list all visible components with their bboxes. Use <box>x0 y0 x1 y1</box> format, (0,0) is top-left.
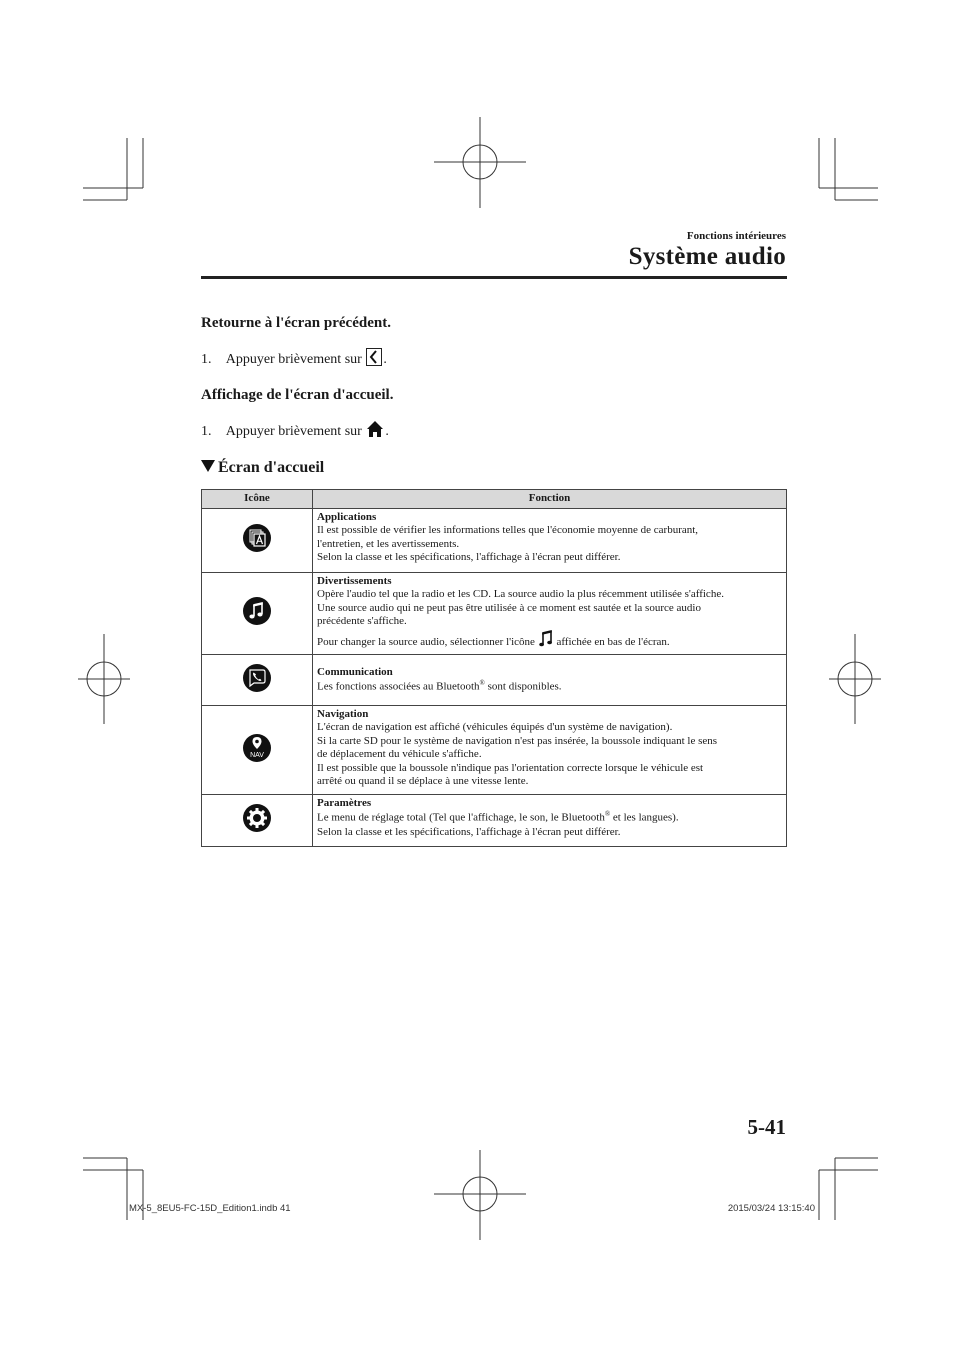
col-icon-header: Icône <box>202 490 313 509</box>
chevron-left-icon <box>366 348 382 371</box>
phone-icon <box>242 684 272 696</box>
function-cell: Navigation L'écran de navigation est affiché (véhicules équipés d'un système de navigation). Si la carte SD pour le système de navigation n'est pas insérée, la boussole indiquant le sens de déplacement du véhicule s'affiche. Il est possible que la boussole n'indique pas l'orientation correcte lorsque le véhicule est arrêté ou quand il se déplace à une vitesse lente. <box>313 706 787 795</box>
icon-cell <box>202 509 313 573</box>
function-name: Paramètres <box>317 797 372 810</box>
footer-file: MX-5_8EU5-FC-15D_Edition1.indb 41 <box>129 1203 291 1214</box>
back-step: 1. Appuyer brièvement sur . <box>201 348 387 371</box>
table-row <box>202 573 787 655</box>
house-icon <box>366 420 384 443</box>
music-note-icon <box>539 630 553 652</box>
music-note-icon <box>242 617 272 629</box>
footer-timestamp: 2015/03/24 13:15:40 <box>727 1203 815 1214</box>
back-heading: Retourne à l'écran précédent. <box>201 315 391 331</box>
table-row <box>202 509 787 573</box>
icon-cell <box>202 706 313 795</box>
table-header-row <box>202 490 787 509</box>
function-cell: Divertissements Opère l'audio tel que la radio et les CD. La source audio la plus récemment utilisée s'affiche. Une source audio qui ne peut pas être utilisée à ce moment est sautée et la source audio précédente s'affiche. Pour changer la source audio, sélectionner l'icône affichée en bas de l'écran. <box>313 573 787 655</box>
home-heading: Affichage de l'écran d'accueil. <box>201 387 394 403</box>
home-screen-table <box>201 489 787 847</box>
col-function-header: Fonction <box>313 490 787 509</box>
icon-cell <box>202 573 313 655</box>
nav-icon-label: NAV <box>250 751 264 759</box>
triangle-down-icon <box>201 459 215 477</box>
step-text: Appuyer brièvement sur <box>225 424 362 439</box>
function-cell: Paramètres Le menu de réglage total (Tel que l'affichage, le son, le Bluetooth® et les langues). Selon la classe et les spécifications, l'affichage à l'écran peut différer. <box>313 795 787 847</box>
home-screen-heading: Écran d'accueil <box>201 459 324 477</box>
table-row <box>202 795 787 847</box>
function-name: Applications <box>317 511 377 523</box>
table-row <box>202 655 787 706</box>
page-title: Système audio <box>628 243 786 270</box>
step-text: Appuyer brièvement sur <box>225 352 362 367</box>
section-label: Fonctions intérieures <box>686 230 786 242</box>
step-number: 1. <box>201 352 212 367</box>
icon-cell <box>202 655 313 706</box>
function-name: Divertissements <box>317 575 392 587</box>
home-step: 1. Appuyer brièvement sur . <box>201 420 389 443</box>
page-number: 5-41 <box>747 1115 786 1139</box>
function-name: Navigation <box>317 708 369 721</box>
icon-cell <box>202 795 313 847</box>
function-cell: Applications Il est possible de vérifier les informations telles que l'économie moyenne de carburant, l'entretien, et les avertissements. Selon la classe et les spécifications, l'affichage à l'écran peut différer. <box>313 509 787 573</box>
table-row <box>202 706 787 795</box>
title-rule <box>201 276 787 279</box>
step-number: 1. <box>201 424 212 439</box>
function-name: Communication <box>317 665 393 678</box>
gear-icon <box>242 824 272 836</box>
navigation-icon <box>242 751 272 766</box>
function-cell: Communication Les fonctions associées au Bluetooth® sont disponibles. <box>313 655 787 706</box>
applications-icon <box>242 544 272 556</box>
